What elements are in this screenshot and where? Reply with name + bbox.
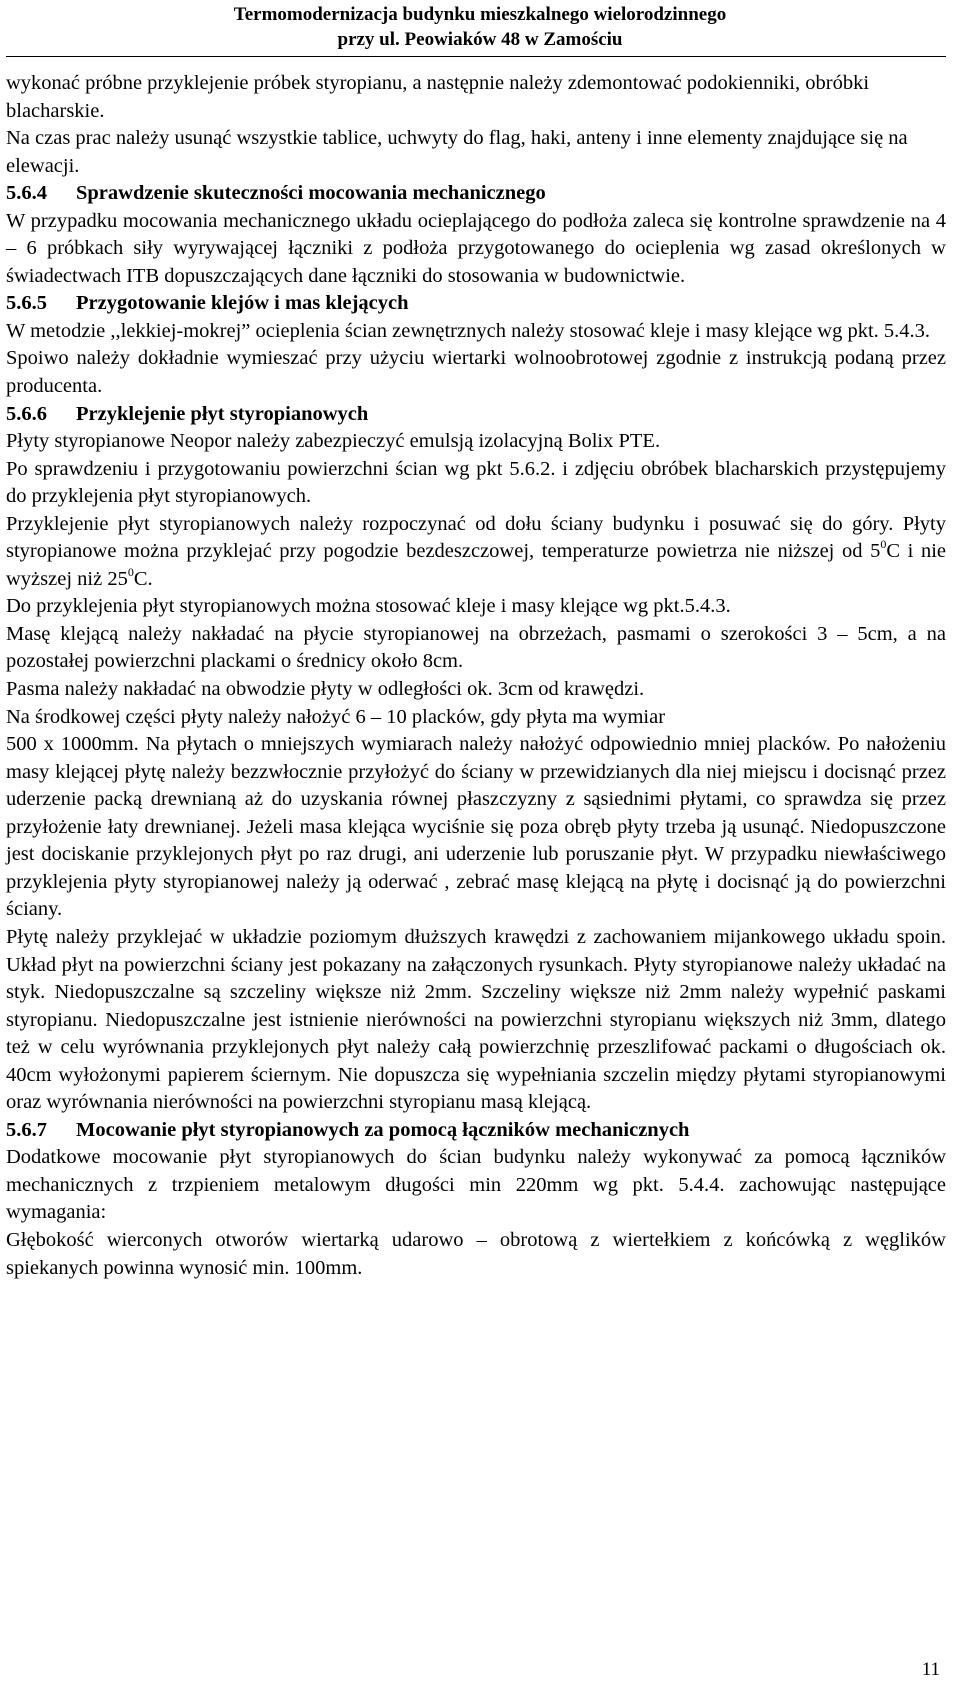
- section-5-6-7-paragraph: Dodatkowe mocowanie płyt styropianowych do ścian budynku należy wykonywać za pomocą łączników mechanicznych z trzpieniem metalowym długości min 220mm wg pkt. 5.4.4. zachowując następujące wymagania:: [6, 1146, 946, 1224]
- section-number: 5.6.6: [6, 402, 47, 425]
- section-5-6-6-paragraph: Masę klejącą należy nakładać na płycie styropianowej na obrzeżach, pasmami o szerokości 3 – 5cm, a na pozostałej powierzchni plackami o średnicy około 8cm.: [6, 622, 946, 673]
- section-5-6-5-heading: [6, 290, 946, 318]
- superscript: 0: [880, 537, 887, 552]
- section-title: Przygotowanie klejów i mas klejących: [76, 292, 409, 315]
- section-5-6-6-paragraph: Na środkowej części płyty należy nałożyć 6 – 10 placków, gdy płyta ma wymiar: [6, 705, 666, 728]
- elements-paragraph: Na czas prac należy usunąć wszystkie tablice, uchwyty do flag, haki, anteny i inne elementy znajdujące się na elewacji.: [6, 127, 908, 177]
- superscript: 0: [127, 564, 134, 579]
- section-5-6-6-paragraph: Płyty styropianowe Neopor należy zabezpieczyć emulsją izolacyjną Bolix PTE.: [6, 430, 661, 453]
- section-title: Sprawdzenie skuteczności mocowania mechanicznego: [76, 182, 546, 205]
- section-number: 5.6.5: [6, 292, 47, 315]
- document-body: [6, 70, 946, 1282]
- header-title: Termomodernizacja budynku mieszkalnego wielorodzinnego: [233, 4, 727, 25]
- section-5-6-6-heading: [6, 401, 946, 429]
- header-address: przy ul. Peowiaków 48 w Zamościu: [337, 29, 623, 50]
- section-5-6-7-heading: [6, 1117, 946, 1145]
- section-5-6-4-heading: [6, 180, 946, 208]
- intro-paragraph: wykonać próbne przyklejenie próbek styropianu, a następnie należy zdemontować podokienniki, obróbki blacharskie.: [6, 72, 870, 122]
- section-title: Przyklejenie płyt styropianowych: [76, 402, 369, 425]
- section-5-6-6-paragraph: Po sprawdzeniu i przygotowaniu powierzchni ścian wg pkt 5.6.2. i zdjęciu obróbek blacharskich przystępujemy do przyklejenia płyt styropianowych.: [6, 457, 946, 508]
- section-5-6-6-paragraph: Pasma należy nakładać na obwodzie płyty w odległości ok. 3cm od krawędzi.: [6, 678, 645, 701]
- page-number: 11: [921, 1659, 940, 1680]
- section-5-6-5-paragraph: Spoiwo należy dokładnie wymieszać przy użyciu wiertarki wolnoobrotowej zgodnie z instrukcją podaną przez producenta.: [6, 347, 946, 398]
- section-5-6-7-paragraph: Głębokość wierconych otworów wiertarką udarowo – obrotową z wiertełkiem z końcówką z węglików spiekanych powinna wynosić min. 100mm.: [6, 1228, 946, 1279]
- section-5-6-6-temperature-paragraph: Przyklejenie płyt styropianowych należy rozpoczynać od dołu ściany budynku i posuwać się do góry. Płyty styropianowe można przyklejać przy pogodzie bezdeszczowej, temperaturze powietrza nie niższej od $5^0C$ i nie wyższej niż $25^0C$.: [6, 512, 946, 590]
- section-5-6-5-paragraph: W metodzie ,,lekkiej-mokrej” ocieplenia ścian zewnętrznych należy stosować kleje i masy klejące wg pkt. 5.4.3.: [6, 319, 931, 342]
- header-divider: [6, 56, 946, 57]
- section-number: 5.6.4: [6, 182, 47, 205]
- section-title: Mocowanie płyt styropianowych za pomocą łączników mechanicznych: [76, 1118, 690, 1141]
- section-5-6-4-text: W przypadku mocowania mechanicznego układu ocieplającego do podłoża zaleca się kontrolne sprawdzenie na 4 – 6 próbkach siły wyrywającej łączniki z podłoża przygotowanego do ocieplenia wg zasad określonych w świadectwach ITB dopuszczających dane łączniki do stosowania w budownictwie.: [6, 209, 946, 287]
- section-5-6-6-paragraph: 500 x 1000mm. Na płytach o mniejszych wymiarach należy nałożyć odpowiednio mniej placków. Po nałożeniu masy klejącej płytę należy bezzwłocznie przyłożyć do ściany w przewidzianych dla niej miejscu i docisnąć przez uderzenie packą drewnianą aż do uzyskania równej płaszczyzny z sąsiednimi płytami, co sprawdza się przez przyłożenie łaty drewnianej. Jeżeli masa klejąca wyciśnie się poza obręb płyty trzeba ją usunąć. Niedopuszczone jest dociskanie przyklejonych płyt po raz drugi, ani uderzenie lub poruszanie płyt. W przypadku niewłaściwego przyklejenia płyty styropianowej należy ją oderwać , zebrać masę klejącą na płytę i docisnąć ją do powierzchni ściany.: [6, 733, 946, 921]
- section-5-6-6-paragraph: Do przyklejenia płyt styropianowych można stosować kleje i masy klejące wg pkt.5.4.3.: [6, 595, 731, 618]
- section-number: 5.6.7: [6, 1118, 47, 1141]
- page-header: [0, 2, 960, 52]
- section-5-6-6-paragraph: Płytę należy przyklejać w układzie poziomym dłuższych krawędzi z zachowaniem mijankowego układu spoin. Układ płyt na powierzchni ściany jest pokazany na załączonych rysunkach. Płyty styropianowe należy układać na styk. Niedopuszczalne są szczeliny większe niż 2mm. Szczeliny większe niż 2mm należy wypełnić paskami styropianu. Niedopuszczalne jest istnienie nierówności na powierzchni styropianu większych niż 3mm, dlatego też w celu wyrównania przyklejonych płyt należy całą powierzchnię przeszlifować packami o długościach ok. 40cm wyłożonymi papierem ściernym. Nie dopuszcza się wypełniania szczelin między płytami styropianowymi oraz wyrównania nierówności na powierzchni styropianu masą klejącą.: [6, 925, 946, 1114]
